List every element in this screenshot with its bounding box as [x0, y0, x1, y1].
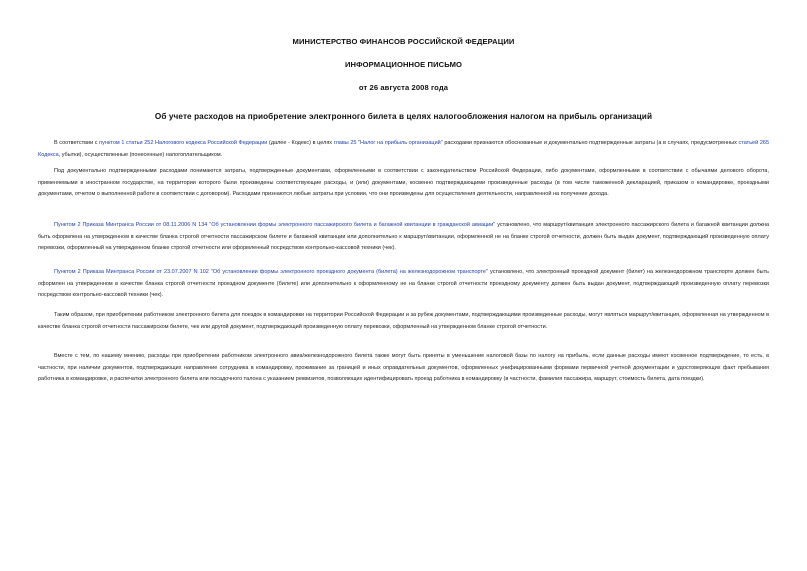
document-type-heading: ИНФОРМАЦИОННОЕ ПИСЬМО [344, 60, 463, 69]
paragraph-4 [38, 267, 769, 302]
link-article-265[interactable]: статьей 265 Кодекса [38, 140, 769, 158]
paragraph-3 [38, 220, 769, 255]
link-tax-code-article-252[interactable]: пунктом 1 статьи 252 Налогового кодекса Российской Федерации [99, 140, 268, 146]
paragraph-1 [38, 138, 769, 161]
paragraph-2: Под документально подтвержденными расходами понимаются затраты, подтвержденные документами, оформленными в соответствии с законодательством Российской Федерации, либо документами, оформленными в соответствии с обычаями делового оборота, применяемыми в иностранном государстве, на территории которого были произведены соответствующие расходы, и (или) документами, косвенно подтверждающими произведенные расходы (в том числе таможенной декларацией, приказом о командировке, проездными документами, отчетом о выполненной работе в соответствии с договором). Расходами признаются любые затраты при условии, что они произведены для осуществления деятельности, направленной на получение дохода. [38, 168, 769, 197]
text: , убытки), осуществленные (понесенные) налогоплательщиком. [58, 151, 223, 158]
paragraph-5: Таким образом, при приобретении работником электронного билета для поездок в командировки на территории Российской Федерации и за рубеж документами, подтверждающими произведенные расходы, могут являться маршрут/квитанция, оформленная на утвержденном в качестве бланка строгой отчетности пассажирском билете, чек или другой документ, подтверждающий произведенную оплату перевозки, оформленный на утвержденном бланке строгой отчетности. [38, 312, 769, 330]
text: В соответствии с [54, 140, 100, 146]
paragraph-6: Вместе с тем, по нашему мнению, расходы при приобретении работником электронного авиа/железнодорожного билета также могут быть приняты в уменьшение налоговой базы по налогу на прибыль, если данные расходы имеют косвенное подтверждение, то есть, в частности, при наличии документов, подтверждающих направление сотрудника в командировку, проживание за границей и иных оправдательных документов, оформленных унифицированными формами первичной учетной документации и удостоверяющих факт пребывания работника в командировке, и распечатки электронного билета или посадочного талона с указанием реквизитов, позволяющих идентифицировать проезд работника в командировку (в частности, фамилия пассажира, маршрут, стоимость билета, дата поездки). [38, 353, 769, 382]
link-order-102[interactable]: Пунктом 2 Приказа Минтранса России от 23.07.2007 N 102 "Об установлении формы электронного проездного документа (билета) на железнодорожном транспорте" [54, 269, 488, 275]
text: (далее - Кодекс) в целях [267, 140, 334, 146]
text: установлено, что электронный проездной документ (билет) на железнодорожном транспорте должен быть оформлен на утвержденном в качестве бланка строгой отчетности проездном документе (билете) или дополнительно к оформленному не на бланке строгой отчетности проездному документу должен быть выдан документ, подтверждающий произведенную оплату перевозки посредством контрольно-кассовой техники (чек). [38, 269, 769, 298]
link-chapter-25[interactable]: главы 25 "Налог на прибыль организаций" [333, 140, 443, 146]
link-order-134[interactable]: Пунктом 2 Приказа Минтранса России от 08.11.2006 N 134 "Об установлении формы электронного пассажирского билета и багажной квитанции в гражданской авиации" [54, 222, 496, 228]
text: установлено, что маршрут/квитанция электронного пассажирского билета и багажной квитанции должна быть оформлена на утвержденном в качестве бланка строгой отчетности пассажирском билете и багажной квитанции или дополнительно к маршрут/квитанции, оформленной не на бланке строгой отчетности, должен быть выдан документ, подтверждающий произведенную оплату перевозки, оформленный на утвержденном бланке строгой отчетности или оформленный посредством контрольно-кассовой техники (чек). [38, 222, 770, 251]
document-title: Об учете расходов на приобретение электронного билета в целях налогообложения налогом на прибыль организаций [154, 112, 653, 121]
text: расходами признаются обоснованные и документально подтвержденные затраты (а в случаях, предусмотренных [442, 140, 739, 146]
document-date: от 26 августа 2008 года [358, 83, 449, 92]
ministry-heading: МИНИСТЕРСТВО ФИНАНСОВ РОССИЙСКОЙ ФЕДЕРАЦИИ [292, 37, 515, 46]
